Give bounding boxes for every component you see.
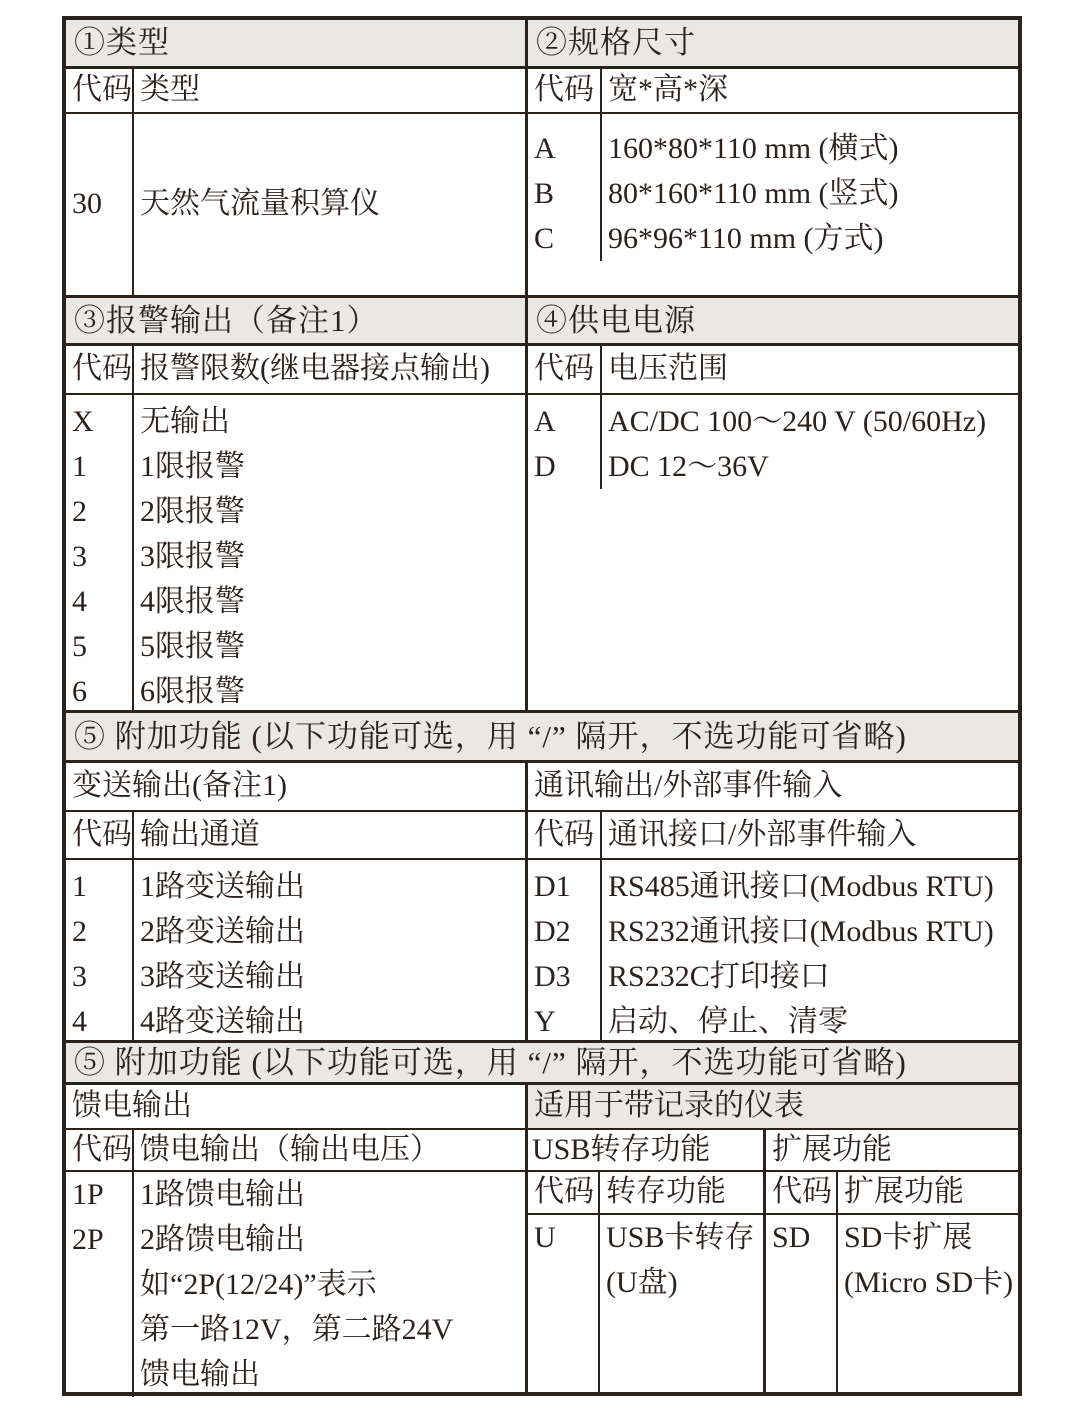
usb-label-header: 转存功能 bbox=[598, 1172, 763, 1213]
feed-label: 馈电输出 bbox=[140, 1358, 260, 1391]
section2-code-header: 代码 bbox=[534, 73, 594, 107]
section4-code-header: 代码 bbox=[534, 352, 594, 386]
transmit-label: 2路变送输出 bbox=[140, 915, 305, 948]
section5b-subtitles bbox=[66, 1082, 1018, 1128]
record-function-headers bbox=[525, 1130, 1018, 1170]
transmit-code: 3 bbox=[72, 960, 87, 993]
usb-code-header: 代码 bbox=[534, 1175, 594, 1209]
alarm-label: 5限报警 bbox=[140, 630, 245, 663]
transmit-label: 1路变送输出 bbox=[140, 870, 305, 903]
sd-codes bbox=[766, 1215, 836, 1392]
size-code: A bbox=[534, 132, 556, 165]
usb-subtable-body bbox=[528, 1215, 763, 1392]
feed-code: 1P bbox=[72, 1178, 104, 1211]
usb-function-header: USB转存功能 bbox=[532, 1132, 711, 1166]
section4-column-headers bbox=[525, 346, 1018, 393]
size-codes bbox=[528, 114, 600, 261]
section5a-body bbox=[66, 858, 1018, 1040]
alarm-code: 1 bbox=[72, 450, 87, 483]
section2-body bbox=[525, 114, 1018, 295]
comm-label: RS232C打印接口 bbox=[608, 960, 830, 993]
section3-body bbox=[66, 395, 525, 710]
section3-label-header: 报警限数(继电器接点输出) bbox=[132, 346, 525, 393]
feed-label: 如“2P(12/24)”表示 bbox=[140, 1268, 377, 1301]
alarm-label: 6限报警 bbox=[140, 675, 245, 708]
type-label: 天然气流量积算仪 bbox=[132, 114, 525, 295]
section5b-title: ⑤ 附加功能 (以下功能可选，用 “/” 隔开，不选功能可省略) bbox=[66, 1043, 1018, 1082]
section4-label-header: 电压范围 bbox=[600, 346, 1018, 393]
sd-code-header: 代码 bbox=[772, 1175, 832, 1209]
sd-code: SD bbox=[772, 1221, 811, 1254]
alarm-label: 3限报警 bbox=[140, 540, 245, 573]
section1-code-header: 代码 bbox=[72, 73, 132, 107]
section1-body bbox=[66, 114, 525, 295]
sd-subtable-body bbox=[766, 1215, 1019, 1392]
feed-label-header: 馈电输出（输出电压） bbox=[132, 1130, 525, 1170]
transmit-code-header: 代码 bbox=[72, 817, 132, 851]
body-1-2 bbox=[66, 112, 1018, 295]
size-label: 80*160*110 mm (竖式) bbox=[608, 177, 899, 210]
section3-title: ③报警输出（备注1） bbox=[66, 298, 525, 343]
section2-title: ②规格尺寸 bbox=[525, 20, 1018, 66]
transmit-label: 3路变送输出 bbox=[140, 960, 305, 993]
feed-code-header: 代码 bbox=[72, 1132, 132, 1166]
section3-column-headers bbox=[66, 346, 525, 393]
usb-label: USB卡转存 bbox=[606, 1221, 755, 1254]
transmit-codes bbox=[66, 860, 132, 1044]
alarm-code: 3 bbox=[72, 540, 87, 573]
usb-subtable-headers bbox=[528, 1172, 763, 1215]
alarm-code: 2 bbox=[72, 495, 87, 528]
section5b-title-band bbox=[66, 1040, 1018, 1082]
column-headers-3-4 bbox=[66, 343, 1018, 393]
usb-subtable bbox=[528, 1172, 763, 1392]
transmit-output-subtitle: 变送输出(备注1) bbox=[72, 769, 287, 803]
alarm-label: 无输出 bbox=[140, 405, 230, 438]
comm-code: D1 bbox=[534, 870, 571, 903]
size-label: 96*96*110 mm (方式) bbox=[608, 222, 884, 255]
feed-code: 2P bbox=[72, 1223, 104, 1256]
power-labels bbox=[600, 395, 1018, 489]
comm-body bbox=[525, 860, 1018, 1040]
section5b-column-headers bbox=[66, 1128, 1018, 1170]
usb-code: U bbox=[534, 1221, 556, 1254]
usb-codes bbox=[528, 1215, 598, 1392]
sd-function-header: 扩展功能 bbox=[763, 1130, 1018, 1170]
feed-column-headers bbox=[66, 1130, 525, 1170]
alarm-label: 1限报警 bbox=[140, 450, 245, 483]
comm-label: RS485通讯接口(Modbus RTU) bbox=[608, 870, 994, 903]
feed-output-subtitle: 馈电输出 bbox=[72, 1089, 192, 1123]
ordering-code-table bbox=[62, 16, 1022, 1396]
feed-codes bbox=[66, 1172, 132, 1262]
comm-codes bbox=[528, 860, 600, 1044]
transmit-body bbox=[66, 860, 525, 1040]
alarm-label: 2限报警 bbox=[140, 495, 245, 528]
section2-column-headers bbox=[525, 69, 1018, 112]
section1-label-header: 类型 bbox=[132, 69, 525, 112]
section4-title: ④供电电源 bbox=[525, 298, 1018, 343]
feed-label: 2路馈电输出 bbox=[140, 1223, 305, 1256]
section-titles-3-4 bbox=[66, 295, 1018, 343]
power-codes bbox=[528, 395, 600, 489]
section4-body bbox=[525, 395, 1018, 710]
feed-labels bbox=[132, 1172, 525, 1397]
sd-subtable bbox=[763, 1172, 1019, 1392]
record-body bbox=[525, 1172, 1019, 1392]
comm-label: RS232通讯接口(Modbus RTU) bbox=[608, 915, 994, 948]
section-titles-1-2 bbox=[66, 20, 1018, 66]
section5b-body bbox=[66, 1170, 1018, 1392]
size-label: 160*80*110 mm (横式) bbox=[608, 132, 899, 165]
column-headers-1-2 bbox=[66, 66, 1018, 112]
type-code: 30 bbox=[72, 187, 102, 221]
transmit-code: 2 bbox=[72, 915, 87, 948]
comm-label-header: 通讯接口/外部事件输入 bbox=[600, 812, 1018, 858]
alarm-label: 4限报警 bbox=[140, 585, 245, 618]
sd-label-header: 扩展功能 bbox=[836, 1172, 1019, 1213]
section5a-title: ⑤ 附加功能 (以下功能可选，用 “/” 隔开，不选功能可省略) bbox=[66, 713, 1018, 760]
sd-label: (Micro SD卡) bbox=[844, 1266, 1014, 1299]
usb-labels bbox=[598, 1215, 763, 1392]
feed-label: 1路馈电输出 bbox=[140, 1178, 305, 1211]
comm-code-header: 代码 bbox=[534, 817, 594, 851]
comm-code: D2 bbox=[534, 915, 571, 948]
power-code: A bbox=[534, 405, 556, 438]
comm-column-headers bbox=[525, 812, 1018, 858]
transmit-label: 4路变送输出 bbox=[140, 1005, 305, 1038]
section5a-title-band bbox=[66, 710, 1018, 760]
section1-title: ①类型 bbox=[66, 20, 525, 66]
alarm-labels bbox=[132, 395, 525, 714]
alarm-codes bbox=[66, 395, 132, 714]
sd-label: SD卡扩展 bbox=[844, 1221, 973, 1254]
comm-code: Y bbox=[534, 1005, 556, 1038]
comm-code: D3 bbox=[534, 960, 571, 993]
transmit-code: 4 bbox=[72, 1005, 87, 1038]
alarm-code: X bbox=[72, 405, 94, 438]
sd-subtable-headers bbox=[766, 1172, 1019, 1215]
size-labels bbox=[600, 114, 1018, 261]
transmit-code: 1 bbox=[72, 870, 87, 903]
section1-column-headers bbox=[66, 69, 525, 112]
power-code: D bbox=[534, 450, 556, 483]
section2-label-header: 宽*高*深 bbox=[600, 69, 1018, 112]
alarm-code: 4 bbox=[72, 585, 87, 618]
alarm-code: 6 bbox=[72, 675, 87, 708]
size-code: B bbox=[534, 177, 555, 210]
transmit-label-header: 输出通道 bbox=[132, 812, 525, 858]
section3-code-header: 代码 bbox=[72, 352, 132, 386]
sd-labels bbox=[836, 1215, 1019, 1392]
comm-label: 启动、停止、清零 bbox=[608, 1005, 848, 1038]
comm-output-subtitle: 通讯输出/外部事件输入 bbox=[525, 763, 1018, 810]
comm-labels bbox=[600, 860, 1018, 1044]
size-code: C bbox=[534, 222, 555, 255]
transmit-column-headers bbox=[66, 812, 525, 858]
transmit-labels bbox=[132, 860, 525, 1044]
section5a-column-headers bbox=[66, 810, 1018, 858]
recorder-subtitle: 适用于带记录的仪表 bbox=[525, 1085, 1018, 1128]
power-label: AC/DC 100～240 V (50/60Hz) bbox=[608, 405, 987, 438]
body-3-4 bbox=[66, 393, 1018, 710]
alarm-code: 5 bbox=[72, 630, 87, 663]
usb-label: (U盘) bbox=[606, 1266, 678, 1299]
power-label: DC 12～36V bbox=[608, 450, 769, 483]
feed-label: 第一路12V，第二路24V bbox=[140, 1313, 454, 1346]
feed-body bbox=[66, 1172, 525, 1392]
section5a-subtitles bbox=[66, 760, 1018, 810]
